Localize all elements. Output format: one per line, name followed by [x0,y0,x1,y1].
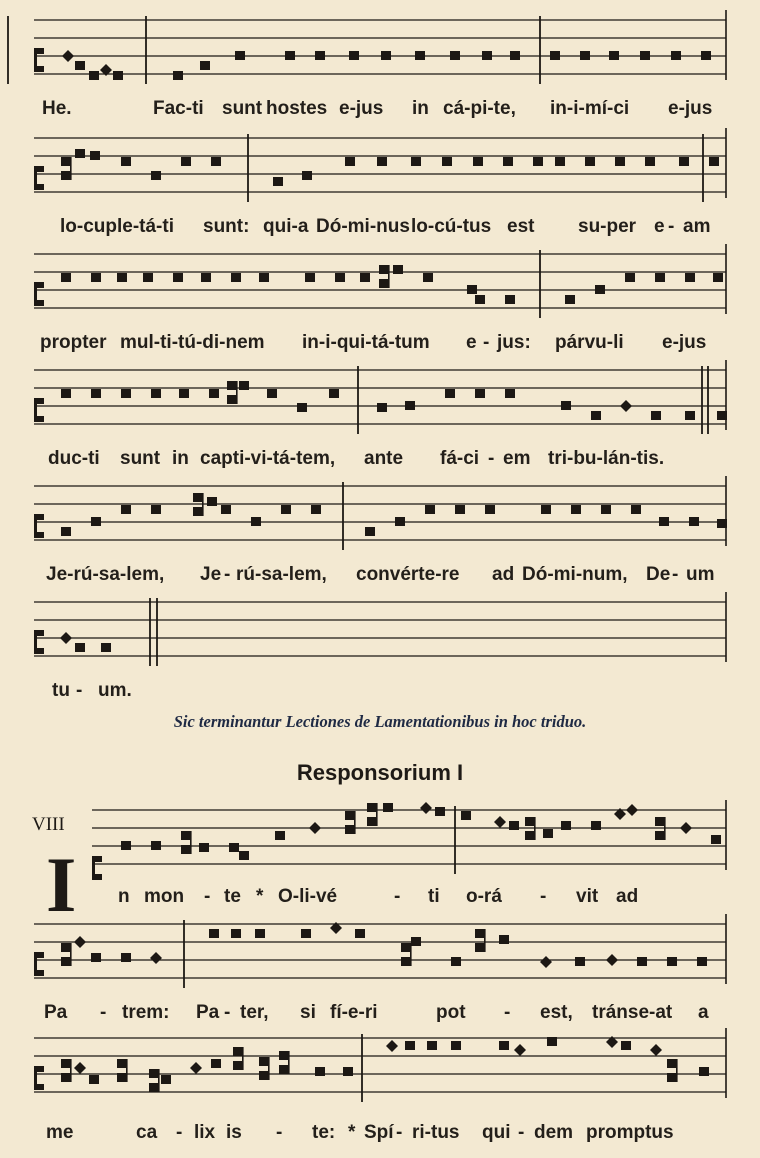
lyric-syllable: ca [136,1122,158,1143]
lyric-syllable: qui [482,1122,511,1143]
punctum-neume [121,389,131,398]
lyric-syllable: - [504,1002,511,1023]
rhombus-neume [680,822,692,834]
punctum-neume [381,51,391,60]
punctum-neume [75,149,85,158]
stacked-neume [181,831,192,854]
punctum-neume [510,51,520,60]
lyric-syllable: e-jus [662,332,707,353]
lyric-syllable: - [396,1122,403,1143]
punctum-neume [315,1067,325,1076]
rhombus-neume [514,1044,526,1056]
punctum-neume [349,51,359,60]
punctum-neume [575,957,585,966]
lyric-syllable: * [256,886,264,907]
punctum-neume [482,51,492,60]
rhombus-neume [620,400,632,412]
music-staff [0,244,760,324]
c-clef-icon [34,282,44,306]
lyric-syllable: lo-cú-tus [411,216,492,237]
punctum-neume [89,1075,99,1084]
punctum-neume [181,157,191,166]
punctum-neume [655,273,665,282]
punctum-neume [475,389,485,398]
punctum-neume [595,285,605,294]
punctum-neume [499,935,509,944]
punctum-neume [640,51,650,60]
punctum-neume [645,157,655,166]
stacked-neume [475,929,486,952]
music-staff [0,592,760,672]
punctum-neume [580,51,590,60]
lyric-syllable: a [698,1002,709,1023]
c-clef-icon [34,166,44,190]
punctum-neume [360,273,370,282]
lyric-syllable: Fac-ti [153,98,204,119]
lyric-syllable: He. [42,98,72,119]
punctum-neume [445,389,455,398]
lyric-syllable: O-li-vé [278,886,338,907]
rhombus-neume [60,632,72,644]
punctum-neume [667,957,677,966]
rhombus-neume [386,1040,398,1052]
lyric-syllable: - [518,1122,525,1143]
lyric-syllable: est, [540,1002,573,1023]
c-clef-icon [92,856,102,880]
punctum-neume [275,831,285,840]
lyric-syllable: Je [200,564,222,585]
punctum-neume [547,1037,557,1046]
lyric-syllable: - [100,1002,107,1023]
punctum-neume [377,403,387,412]
lyric-syllable: in [172,448,189,469]
punctum-neume [571,505,581,514]
punctum-neume [267,389,277,398]
rhombus-neume [74,1062,86,1074]
lyric-syllable: pot [436,1002,466,1023]
punctum-neume [211,1059,221,1068]
lyric-syllable: hostes [266,98,328,119]
rhombus-neume [309,822,321,834]
punctum-neume [259,273,269,282]
punctum-neume [91,953,101,962]
punctum-neume [555,157,565,166]
rhombus-neume [74,936,86,948]
lyric-syllable: me [46,1122,74,1143]
punctum-neume [229,843,239,852]
lyric-syllable: tri-bu-lán-tis. [548,448,665,469]
lyric-syllable: sunt [222,98,263,119]
punctum-neume [121,841,131,850]
rhombus-neume [626,804,638,816]
punctum-neume [621,1041,631,1050]
stacked-neume [345,811,356,834]
punctum-neume [585,157,595,166]
rhombus-neume [540,956,552,968]
punctum-neume [305,273,315,282]
punctum-neume [425,505,435,514]
punctum-neume [281,505,291,514]
punctum-neume [161,1075,171,1084]
punctum-neume [415,51,425,60]
stacked-neume [61,943,72,966]
punctum-neume [651,411,661,420]
punctum-neume [101,643,111,652]
lyric-syllable: dem [534,1122,574,1143]
punctum-neume [427,1041,437,1050]
lyric-syllable: in [412,98,429,119]
rhombus-neume [420,802,432,814]
lyric-syllable: am [683,216,711,237]
stacked-neume [259,1057,270,1080]
punctum-neume [717,411,727,420]
punctum-neume [631,505,641,514]
lyric-syllable: e-jus [668,98,713,119]
lyric-syllable: ante [364,448,404,469]
punctum-neume [543,829,553,838]
punctum-neume [679,157,689,166]
lyric-syllable: - [668,216,675,237]
stacked-neume [667,1059,678,1082]
punctum-neume [435,807,445,816]
lyric-syllable: rú-sa-lem, [236,564,327,585]
lyric-syllable: ri-tus [412,1122,460,1143]
punctum-neume [201,273,211,282]
initial-letter: I [46,841,77,928]
punctum-neume [200,61,210,70]
lyric-syllable: ter, [240,1002,269,1023]
punctum-neume [615,157,625,166]
lyric-syllable: jus: [497,332,531,353]
stacked-neume [367,803,378,826]
lyric-syllable: te [224,886,241,907]
punctum-neume [565,295,575,304]
punctum-neume [689,517,699,526]
lyric-syllable: - [394,886,401,907]
punctum-neume [345,157,355,166]
punctum-neume [207,497,217,506]
punctum-neume [685,411,695,420]
punctum-neume [355,929,365,938]
punctum-neume [335,273,345,282]
punctum-neume [239,851,249,860]
punctum-neume [505,389,515,398]
c-clef-icon [34,48,44,72]
punctum-neume [697,957,707,966]
lyric-syllable: is [226,1122,242,1143]
stacked-neume [379,265,390,288]
punctum-neume [411,937,421,946]
rhombus-neume [606,954,618,966]
music-staff [0,128,760,208]
lyric-syllable: Dó-mi-nus [316,216,410,237]
punctum-neume [450,51,460,60]
lyric-syllable: - [76,680,83,701]
punctum-neume [637,957,647,966]
punctum-neume [121,953,131,962]
lyric-syllable: lix [194,1122,216,1143]
punctum-neume [297,403,307,412]
punctum-neume [475,295,485,304]
punctum-neume [61,273,71,282]
lyric-syllable: e [466,332,477,353]
lyric-syllable: sunt: [203,216,250,237]
punctum-neume [301,929,311,938]
punctum-neume [315,51,325,60]
punctum-neume [151,389,161,398]
punctum-neume [701,51,711,60]
punctum-neume [533,157,543,166]
rhombus-neume [650,1044,662,1056]
c-clef-icon [34,1066,44,1090]
lyric-syllable: ad [616,886,639,907]
punctum-neume [709,157,719,166]
punctum-neume [451,1041,461,1050]
lyric-syllable: si [300,1002,316,1023]
punctum-neume [550,51,560,60]
lyric-syllable: in-i-qui-tá-tum [302,332,430,353]
lyric-syllable: um [686,564,715,585]
music-staff [0,10,760,90]
stacked-neume [279,1051,290,1074]
punctum-neume [383,803,393,812]
lyric-syllable: Pa [44,1002,68,1023]
punctum-neume [75,643,85,652]
lyric-syllable: n [118,886,130,907]
punctum-neume [601,505,611,514]
punctum-neume [121,505,131,514]
punctum-neume [151,841,161,850]
c-clef-icon [34,398,44,422]
lyric-syllable: qui-a [263,216,309,237]
punctum-neume [711,835,721,844]
lyric-syllable: e [654,216,665,237]
punctum-neume [685,273,695,282]
lyric-syllable: - [176,1122,183,1143]
punctum-neume [395,517,405,526]
punctum-neume [405,401,415,410]
stacked-neume [401,943,412,966]
punctum-neume [699,1067,709,1076]
music-staff [0,360,760,440]
c-clef-icon [34,514,44,538]
lyric-syllable: tránse-at [592,1002,673,1023]
punctum-neume [499,1041,509,1050]
punctum-neume [173,71,183,80]
punctum-neume [717,519,727,528]
punctum-neume [75,61,85,70]
punctum-neume [273,177,283,186]
punctum-neume [199,843,209,852]
lyric-syllable: cá-pi-te, [443,98,516,119]
punctum-neume [179,389,189,398]
punctum-neume [659,517,669,526]
punctum-neume [625,273,635,282]
rhombus-neume [494,816,506,828]
punctum-neume [285,51,295,60]
punctum-neume [329,389,339,398]
lyric-syllable: in-i-mí-ci [550,98,630,119]
punctum-neume [442,157,452,166]
punctum-neume [591,821,601,830]
lyric-syllable: * [348,1122,356,1143]
stacked-neume [149,1069,160,1092]
punctum-neume [467,285,477,294]
punctum-neume [561,821,571,830]
punctum-neume [393,265,403,274]
punctum-neume [473,157,483,166]
punctum-neume [461,811,471,820]
lyric-syllable: mul-ti-tú-di-nem [120,332,265,353]
punctum-neume [713,273,723,282]
punctum-neume [343,1067,353,1076]
lyric-syllable: duc-ti [48,448,100,469]
music-staff [0,476,760,556]
punctum-neume [405,1041,415,1050]
punctum-neume [302,171,312,180]
punctum-neume [113,71,123,80]
punctum-neume [90,151,100,160]
lyric-syllable: promptus [586,1122,674,1143]
stacked-neume [61,157,72,180]
punctum-neume [423,273,433,282]
music-staff [0,1028,760,1108]
lyric-syllable: te: [312,1122,336,1143]
lyric-syllable: em [503,448,531,469]
lyric-syllable: Je-rú-sa-lem, [46,564,165,585]
music-staff [0,914,760,994]
punctum-neume [239,381,249,390]
lyric-syllable: su-per [578,216,637,237]
punctum-neume [61,389,71,398]
lyric-syllable: est [507,216,535,237]
punctum-neume [451,957,461,966]
rhombus-neume [190,1062,202,1074]
lyric-syllable: ad [492,564,515,585]
lyric-syllable: Spí [364,1122,394,1143]
lyric-syllable: propter [40,332,107,353]
lyric-syllable: ti [428,886,440,907]
punctum-neume [209,929,219,938]
punctum-neume [671,51,681,60]
lyric-syllable: o-rá [466,886,502,907]
punctum-neume [235,51,245,60]
stacked-neume [117,1059,128,1082]
rubric-text: Sic terminantur Lectiones de Lamentationibus in hoc triduo. [173,712,587,731]
punctum-neume [121,157,131,166]
punctum-neume [211,157,221,166]
punctum-neume [61,527,71,536]
lyric-syllable: De [646,564,671,585]
punctum-neume [117,273,127,282]
mode-indicator: VIII [32,814,65,835]
punctum-neume [609,51,619,60]
lyric-syllable: - [488,448,495,469]
lyric-syllable: Pa [196,1002,220,1023]
lyric-syllable: um. [98,680,132,701]
punctum-neume [485,505,495,514]
c-clef-icon [34,630,44,654]
punctum-neume [91,517,101,526]
punctum-neume [143,273,153,282]
punctum-neume [541,505,551,514]
c-clef-icon [34,952,44,976]
lyric-syllable: lo-cuple-tá-ti [60,216,174,237]
rhombus-neume [62,50,74,62]
lyric-syllable: trem: [122,1002,170,1023]
punctum-neume [365,527,375,536]
punctum-neume [231,929,241,938]
lyric-syllable: fí-e-ri [330,1002,378,1023]
punctum-neume [311,505,321,514]
lyric-syllable: capti-vi-tá-tem, [200,448,336,469]
stacked-neume [61,1059,72,1082]
lyric-syllable: convérte-re [356,564,460,585]
stacked-neume [227,381,238,404]
punctum-neume [91,389,101,398]
punctum-neume [591,411,601,420]
lyric-syllable: sunt [120,448,161,469]
lyric-syllable: párvu-li [555,332,624,353]
punctum-neume [455,505,465,514]
lyric-syllable: Dó-mi-num, [522,564,628,585]
punctum-neume [377,157,387,166]
punctum-neume [503,157,513,166]
lyric-syllable: e-jus [339,98,384,119]
lyric-syllable: vit [576,886,599,907]
punctum-neume [221,505,231,514]
lyric-syllable: - [224,1002,231,1023]
punctum-neume [151,171,161,180]
punctum-neume [91,273,101,282]
punctum-neume [255,929,265,938]
stacked-neume [233,1047,244,1070]
punctum-neume [505,295,515,304]
lyric-syllable: - [672,564,679,585]
lyric-syllable: - [540,886,547,907]
lyric-syllable: fá-ci [440,448,480,469]
lyric-syllable: - [204,886,211,907]
lyric-syllable: - [276,1122,283,1143]
punctum-neume [231,273,241,282]
lyric-syllable: - [483,332,490,353]
music-staff [0,800,760,880]
punctum-neume [411,157,421,166]
punctum-neume [151,505,161,514]
section-heading: Responsorium I [296,760,464,785]
lyric-syllable: tu [52,680,70,701]
punctum-neume [173,273,183,282]
lyric-syllable: mon [144,886,185,907]
lyric-syllable: - [224,564,231,585]
punctum-neume [251,517,261,526]
rhombus-neume [150,952,162,964]
punctum-neume [561,401,571,410]
punctum-neume [209,389,219,398]
punctum-neume [509,821,519,830]
punctum-neume [89,71,99,80]
